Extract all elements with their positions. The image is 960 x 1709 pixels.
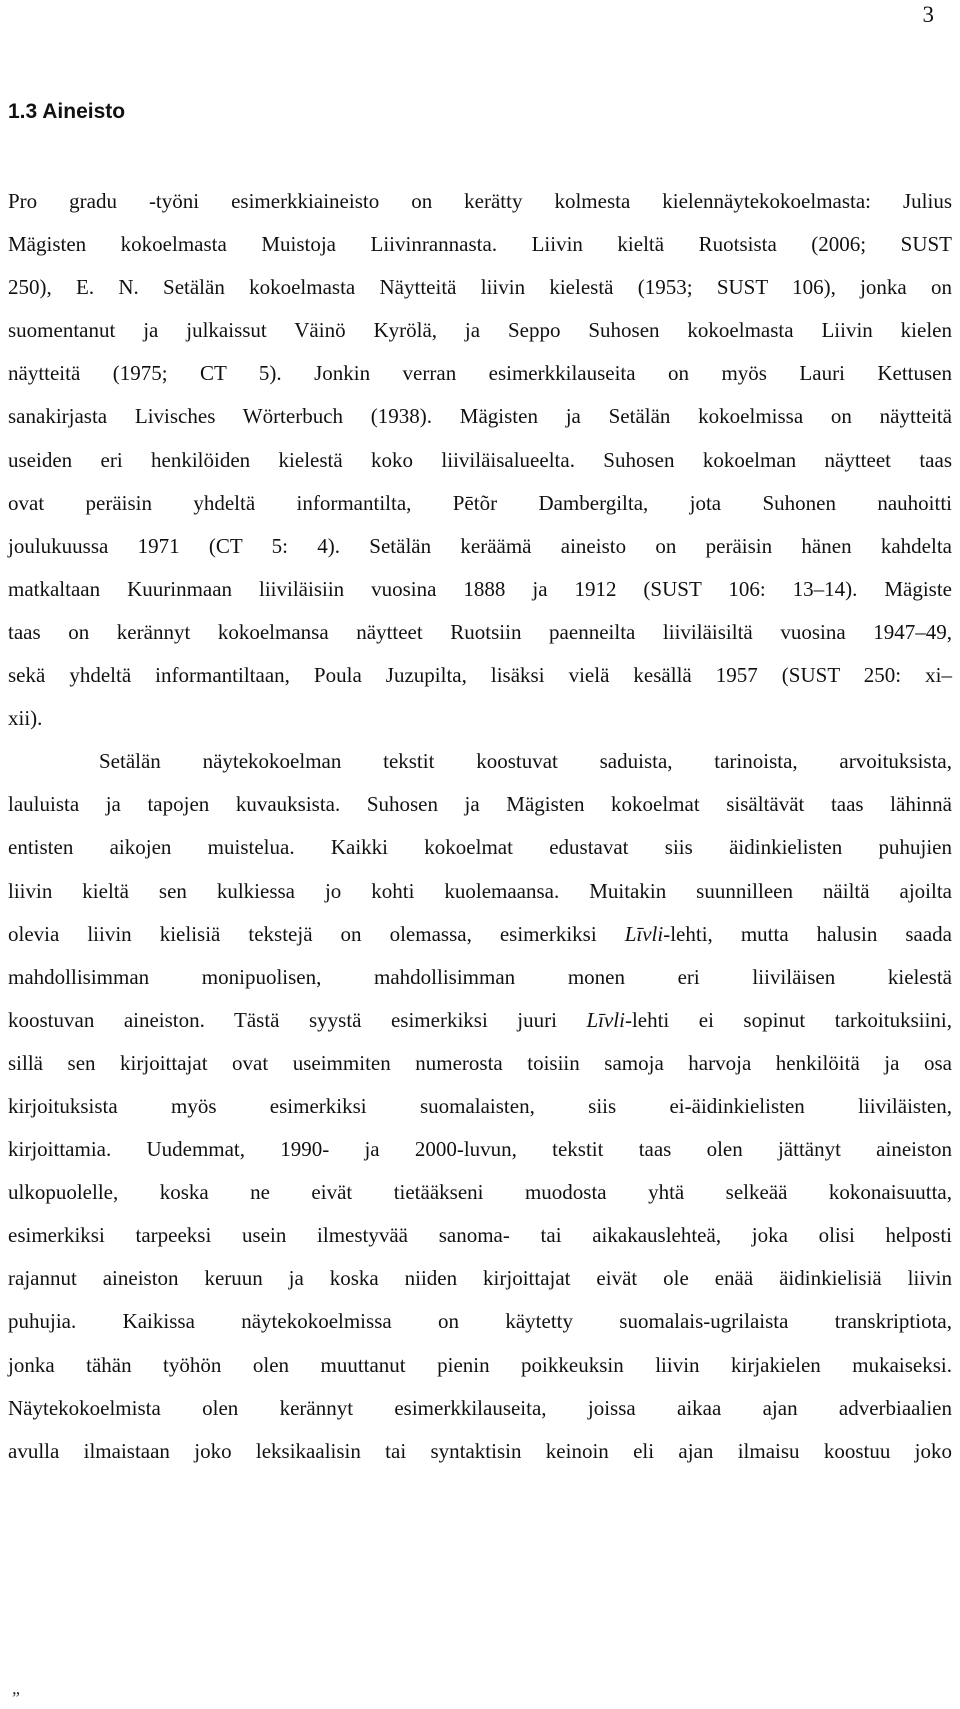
text-line: sillä sen kirjoittajat ovat useimmiten numerosta toisiin samoja harvoja henkilöitä ja osa [8,1050,952,1075]
text-line: ovat peräisin yhdeltä informantilta, Pētõr Dambergilta, jota Suhonen nauhoitti [8,490,952,515]
text-line: puhujia. Kaikissa näytekokoelmissa on käytetty suomalais-ugrilaista transkriptiota, [8,1309,952,1334]
document-body [8,180,952,1473]
text-line: esimerkiksi tarpeeksi usein ilmestyvää sanoma- tai aikakauslehteä, joka olisi helposti [8,1223,952,1248]
text-segment: -lehti ei sopinut tarkoituksiini, [624,1007,952,1032]
publication-title-italic: Līvli [624,921,664,946]
text-line: Pro gradu -työni esimerkkiaineisto on kerätty kolmesta kielennäytekokoelmasta: Julius [8,189,952,213]
page-number: 3 [922,2,934,27]
text-line: matkaltaan Kuurinmaan liiviläisiin vuosina 1888 ja 1912 (SUST 106: 13–14). Mägiste [8,576,952,601]
text-line: Näytekokoelmista olen kerännyt esimerkkilauseita, joissa aikaa ajan adverbiaalien [8,1395,952,1420]
text-line: avulla ilmaistaan joko leksikaalisin tai syntaktisin keinoin eli ajan ilmaisu koostuu joko [8,1438,952,1463]
text-line: useiden eri henkilöiden kielestä koko liiviläisalueelta. Suhosen kokoelman näytteet taas [8,447,952,472]
text-line: sekä yhdeltä informantiltaan, Poula Juzupilta, lisäksi vielä kesällä 1957 (SUST 250: xi– [8,663,952,688]
text-line: ulkopuolelle, koska ne eivät tietääkseni muodosta yhtä selkeää kokonaisuutta, [8,1180,952,1205]
text-line: Mägisten kokoelmasta Muistoja Liivinrannasta. Liivin kieltä Ruotsista (2006; SUST [8,232,952,257]
text-line: lauluista ja tapojen kuvauksista. Suhosen ja Mägisten kokoelmat sisältävät taas lähinnä [8,792,952,817]
text-line: rajannut aineiston keruun ja koska niiden kirjoittajat eivät ole enää äidinkielisiä liivin [8,1266,952,1291]
text-line: Setälän näytekokoelman tekstit koostuvat saduista, tarinoista, arvoituksista, [99,749,952,774]
text-line: jonka tähän työhön olen muuttanut pienin poikkeuksin liivin kirjakielen mukaiseksi. [8,1352,952,1377]
text-line: näytteitä (1975; CT 5). Jonkin verran esimerkkilauseita on myös Lauri Kettusen [8,361,952,386]
paragraph-1 [8,180,952,740]
text-line: mahdollisimman monipuolisen, mahdollisimman monen eri liiviläisen kielestä [8,964,952,989]
text-line: liivin kieltä sen kulkiessa jo kohti kuolemaansa. Muitakin suunnilleen näiltä ajoilta [8,878,952,903]
footer-mark: ” [12,1688,20,1708]
text-line: entisten aikojen muistelua. Kaikki kokoelmat edustavat siis äidinkielisten puhujien [8,835,952,860]
text-line: joulukuussa 1971 (CT 5: 4). Setälän keräämä aineisto on peräisin hänen kahdelta [8,533,952,558]
text-line-mixed [8,913,952,956]
section-heading: 1.3 Aineisto [8,100,126,123]
text-line: taas on kerännyt kokoelmansa näytteet Ruotsiin paenneilta liiviläisiltä vuosina 1947–49, [8,619,952,644]
paragraph-2 [8,740,952,1473]
text-line: sanakirjasta Livisches Wörterbuch (1938). Mägisten ja Setälän kokoelmissa on näytteitä [8,404,952,429]
text-segment: -lehti, mutta halusin saada [663,921,952,946]
text-line: xii). [8,706,43,731]
publication-title-italic: Līvli [586,1007,625,1032]
text-segment: koostuvan aineiston. Tästä syystä esimerkiksi juuri [8,1007,587,1032]
text-line-mixed [8,999,952,1042]
text-line: kirjoittamia. Uudemmat, 1990- ja 2000-luvun, tekstit taas olen jättänyt aineiston [8,1137,952,1162]
text-line: kirjoituksista myös esimerkiksi suomalaisten, siis ei-äidinkielisten liiviläisten, [8,1093,952,1118]
text-segment: olevia liivin kielisiä tekstejä on olemassa, esimerkiksi [8,921,625,946]
text-line: 250), E. N. Setälän kokoelmasta Näytteitä liivin kielestä (1953; SUST 106), jonka on [8,275,952,300]
text-line: suomentanut ja julkaissut Väinö Kyrölä, ja Seppo Suhosen kokoelmasta Liivin kielen [8,318,952,343]
